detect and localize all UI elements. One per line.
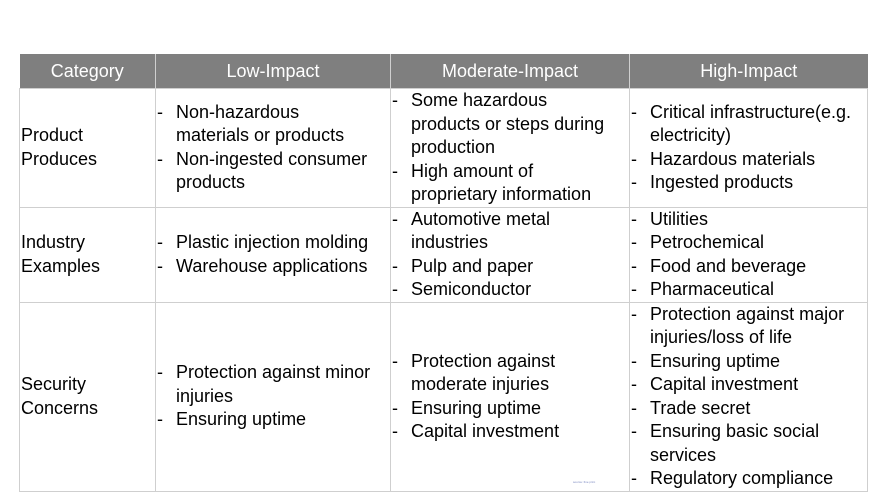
list-item-line: products <box>176 172 246 193</box>
moderate-impact-cell <box>391 302 630 491</box>
list-item <box>156 231 390 255</box>
list-item <box>156 101 390 148</box>
list-item <box>630 303 867 350</box>
high-impact-cell <box>630 207 868 302</box>
list-item-line: - Pharmaceutical <box>650 279 775 299</box>
list-item <box>391 89 629 160</box>
header-high-impact: High-Impact <box>630 54 868 89</box>
list-item <box>630 373 867 397</box>
list-item-line: - Protection against <box>411 350 556 371</box>
moderate-impact-cell <box>391 89 630 208</box>
high-impact-cell <box>630 302 868 491</box>
list-item-line: - Food and beverage <box>650 255 807 276</box>
list-item-line: - Automotive metal <box>411 208 551 229</box>
list-item-line: - Ensuring uptime <box>411 397 542 418</box>
table-row <box>20 207 868 302</box>
table-row <box>20 89 868 208</box>
category-cell <box>20 207 156 302</box>
list-item <box>156 361 390 408</box>
category-line: Security <box>21 374 87 394</box>
list-item-line: products or steps during <box>411 113 605 134</box>
bullet-list <box>156 231 390 278</box>
low-impact-cell <box>156 207 391 302</box>
table-row <box>20 302 868 491</box>
category-line: Industry <box>21 232 86 252</box>
header-moderate-impact: Moderate-Impact <box>391 54 630 89</box>
bullet-list <box>630 208 867 302</box>
header-row <box>20 54 868 89</box>
list-item-line: - Protection against major <box>650 303 845 324</box>
bullet-list <box>156 361 390 432</box>
low-impact-cell <box>156 302 391 491</box>
list-item-line: electricity) <box>650 125 732 146</box>
list-item <box>391 397 629 421</box>
category-line: Concerns <box>21 397 99 418</box>
list-item-line: materials or products <box>176 125 345 146</box>
list-item-line: industries <box>411 232 489 252</box>
list-item-line: - Petrochemical <box>650 232 765 252</box>
list-item <box>630 101 867 148</box>
list-item <box>156 408 390 432</box>
list-item-line: - Non-ingested consumer <box>176 148 368 169</box>
list-item-line: - Ensuring uptime <box>176 409 307 430</box>
impact-category-table <box>19 54 868 492</box>
list-item-line: proprietary information <box>411 184 592 204</box>
list-item <box>391 278 629 302</box>
list-item <box>156 148 390 195</box>
list-item <box>630 255 867 279</box>
bullet-list <box>391 350 629 444</box>
bullet-list <box>156 101 390 195</box>
list-item <box>630 148 867 172</box>
list-item-line: - Non-hazardous <box>176 101 300 122</box>
list-item-line: - Ensuring basic social <box>650 421 820 441</box>
list-item-line: production <box>411 137 496 157</box>
list-item <box>630 278 867 302</box>
list-item <box>630 171 867 195</box>
list-item-line: - Capital investment <box>650 374 799 394</box>
bullet-list <box>391 89 629 207</box>
list-item-line: injuries/loss of life <box>650 327 793 347</box>
list-item-line: - Utilities <box>650 208 709 229</box>
list-item-line: - Capital investment <box>411 421 560 441</box>
list-item-line: - Regulatory compliance <box>650 468 834 488</box>
list-item-line: - High amount of <box>411 160 534 181</box>
list-item <box>391 350 629 397</box>
list-item-line: - Hazardous materials <box>650 148 816 169</box>
list-item-line: - Pulp and paper <box>411 255 534 276</box>
list-item <box>630 208 867 232</box>
list-item-line: - Protection against minor <box>176 362 371 383</box>
list-item <box>630 420 867 467</box>
impact-table-container <box>19 54 867 492</box>
list-item-line: moderate injuries <box>411 374 550 394</box>
category-cell <box>20 89 156 208</box>
bullet-list <box>630 303 867 491</box>
footnote-text: source: fine print <box>573 480 596 484</box>
list-item-line: - Warehouse applications <box>176 255 368 276</box>
list-item-line: injuries <box>176 385 234 406</box>
bullet-list <box>391 208 629 302</box>
category-cell <box>20 302 156 491</box>
list-item-line: - Trade secret <box>650 397 751 418</box>
list-item <box>630 350 867 374</box>
list-item-line: - Semiconductor <box>411 279 532 299</box>
list-item <box>391 208 629 255</box>
list-item <box>630 397 867 421</box>
list-item <box>630 467 867 491</box>
list-item <box>630 231 867 255</box>
list-item <box>156 255 390 279</box>
category-line: Examples <box>21 255 101 276</box>
list-item <box>391 160 629 207</box>
header-low-impact: Low-Impact <box>156 54 391 89</box>
list-item-line: - Plastic injection molding <box>176 232 369 252</box>
moderate-impact-cell <box>391 207 630 302</box>
list-item-line: - Ingested products <box>650 172 794 193</box>
list-item-line: services <box>650 444 717 465</box>
high-impact-cell <box>630 89 868 208</box>
category-line: Produces <box>21 148 98 169</box>
header-category: Category <box>20 54 156 89</box>
list-item <box>391 255 629 279</box>
list-item <box>391 420 629 444</box>
list-item-line: - Ensuring uptime <box>650 350 781 371</box>
low-impact-cell <box>156 89 391 208</box>
category-line: Product <box>21 125 84 146</box>
bullet-list <box>630 101 867 195</box>
list-item-line: - Critical infrastructure(e.g. <box>650 101 852 122</box>
list-item-line: - Some hazardous <box>411 90 548 110</box>
